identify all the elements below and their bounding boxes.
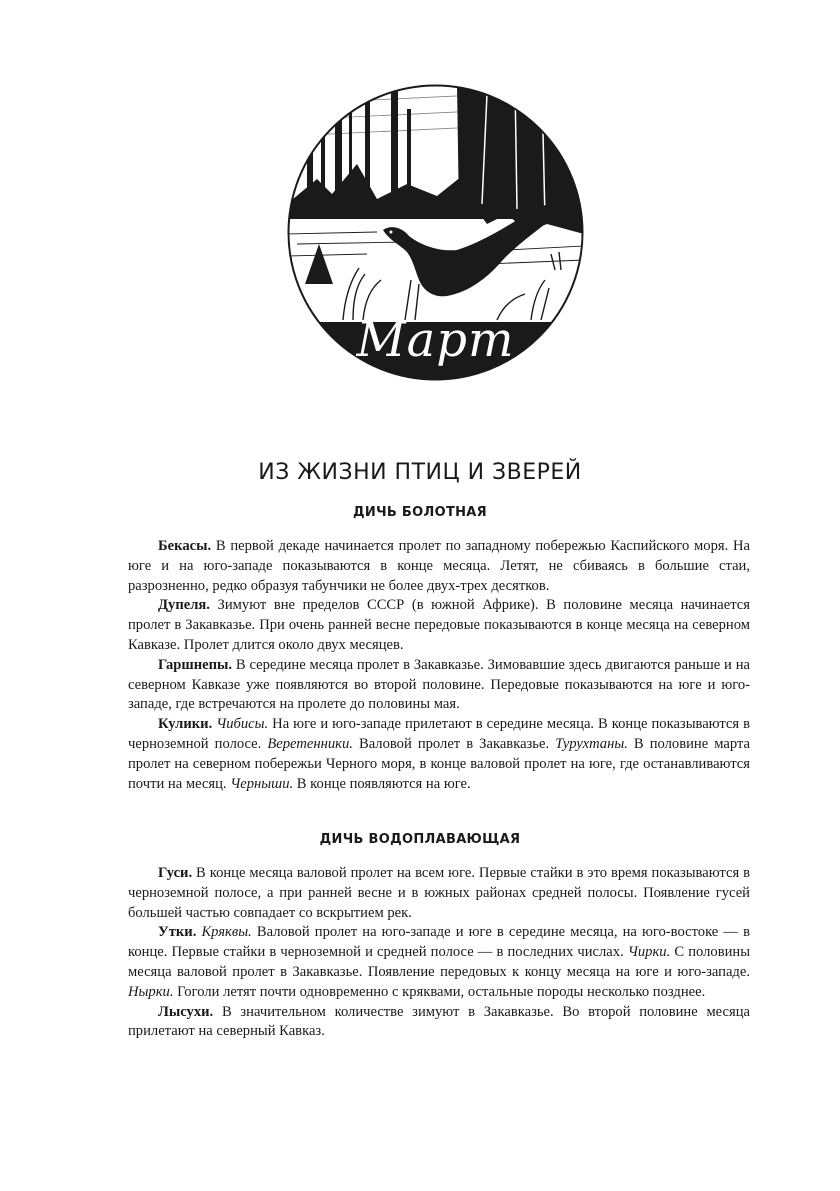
paragraph-coots — [128, 1003, 750, 1043]
paragraph-waders — [128, 715, 750, 794]
paragraph-ducks — [128, 923, 750, 1002]
paragraph-text: В середине месяца пролет в Закавказье. Зимовавшие здесь двигаются раньше и на северном Кавказе уже появляются во второй половине. Передовые показываются на юге и юго-западе, где встречаются на пролете до половины мая. — [128, 656, 750, 713]
subheading-godwits: Веретенники. — [261, 735, 353, 752]
month-title: Март — [356, 312, 515, 368]
paragraph-lead: Дупеля. — [158, 597, 210, 614]
paragraph-lead: Лысухи. — [158, 1003, 214, 1020]
paragraph-lead: Бекасы. — [158, 538, 212, 554]
paragraph-great-snipes — [128, 596, 750, 655]
section-marsh-game — [128, 537, 750, 794]
paragraph-text: На юге и юго-западе прилетают в середине месяца. В конце показываются в черноземной полосе. — [128, 716, 750, 752]
section-waterfowl — [128, 864, 750, 1042]
paragraph-text: В половине марта пролет на северном побережьи Черного моря, в конце валовой пролет на юге, где останавливаются почти на месяц. — [128, 735, 751, 792]
paragraph-text: Гоголи летят почти одновременно с кряквами, остальные породы несколько позднее. — [173, 983, 706, 1000]
paragraph-lead: Утки. — [158, 924, 197, 941]
subheading-diving-ducks: Нырки. — [128, 983, 174, 1000]
subheading-lapwings: Чибисы. — [212, 716, 269, 733]
paragraph-lead: Гаршнепы. — [158, 656, 233, 673]
subheading-ruffs: Турухтаны. — [549, 735, 628, 752]
paragraph-text: В значительном количестве зимуют в Закавказье. Во второй половине месяца прилетают на северный Кавказ. — [128, 1003, 750, 1040]
paragraph-text: В конце месяца валовой пролет на всем юге. Первые стайки в это время показываются в черноземной полосе, а при ранней весне и в южных районах средней полосы. Появление гусей большей частью совпадает со вскрытием рек. — [128, 865, 750, 921]
paragraph-text: В первой декаде начинается пролет по западному побережью Каспийского моря. На юге и на юго-западе показываются в конце месяца. Летят, не сбиваясь в большие стаи, разрозненно, редко образуя табунчики не более двух-трех десятков. — [128, 538, 750, 594]
section-heading-waterfowl: ДИЧЬ ВОДОПЛАВАЮЩАЯ — [319, 832, 521, 847]
section-heading-marsh-game: ДИЧЬ БОЛОТНАЯ — [353, 505, 487, 520]
paragraph-geese — [128, 864, 750, 923]
page-title: ИЗ ЖИЗНИ ПТИЦ И ЗВЕРЕЙ — [258, 460, 582, 485]
paragraph-lead: Гуси. — [158, 865, 193, 881]
march-emblem — [287, 84, 584, 381]
subheading-teals: Чирки. — [623, 944, 671, 961]
subheading-sandpipers: Черныши. — [226, 775, 294, 792]
subheading-mallards: Кряквы. — [196, 924, 252, 941]
paragraph-text: Зимуют вне пределов СССР (в южной Африке). В половине месяца начинается пролет в Закавказье. При очень ранней весне передовые показываются в конце месяца на северном Кавказе. Пролет длится около двух месяцев. — [128, 597, 750, 653]
paragraph-jack-snipes — [128, 656, 750, 715]
paragraph-text: Валовой пролет в Закавказье. — [352, 735, 550, 752]
paragraph-lead: Кулики. — [158, 716, 213, 733]
paragraph-text: В конце появляются на юге. — [293, 775, 471, 792]
paragraph-text: Валовой пролет на юго-западе и юге в середине месяца, на юго-востоке — в конце. Первые стайки в черноземной и средней полосе — в последних числах. — [128, 924, 750, 961]
paragraph-text: С половины месяца валовой пролет в Закавказье. Появление передовых к концу месяца на юге и юго-западе. — [128, 944, 751, 980]
paragraph-snipes — [128, 537, 750, 596]
